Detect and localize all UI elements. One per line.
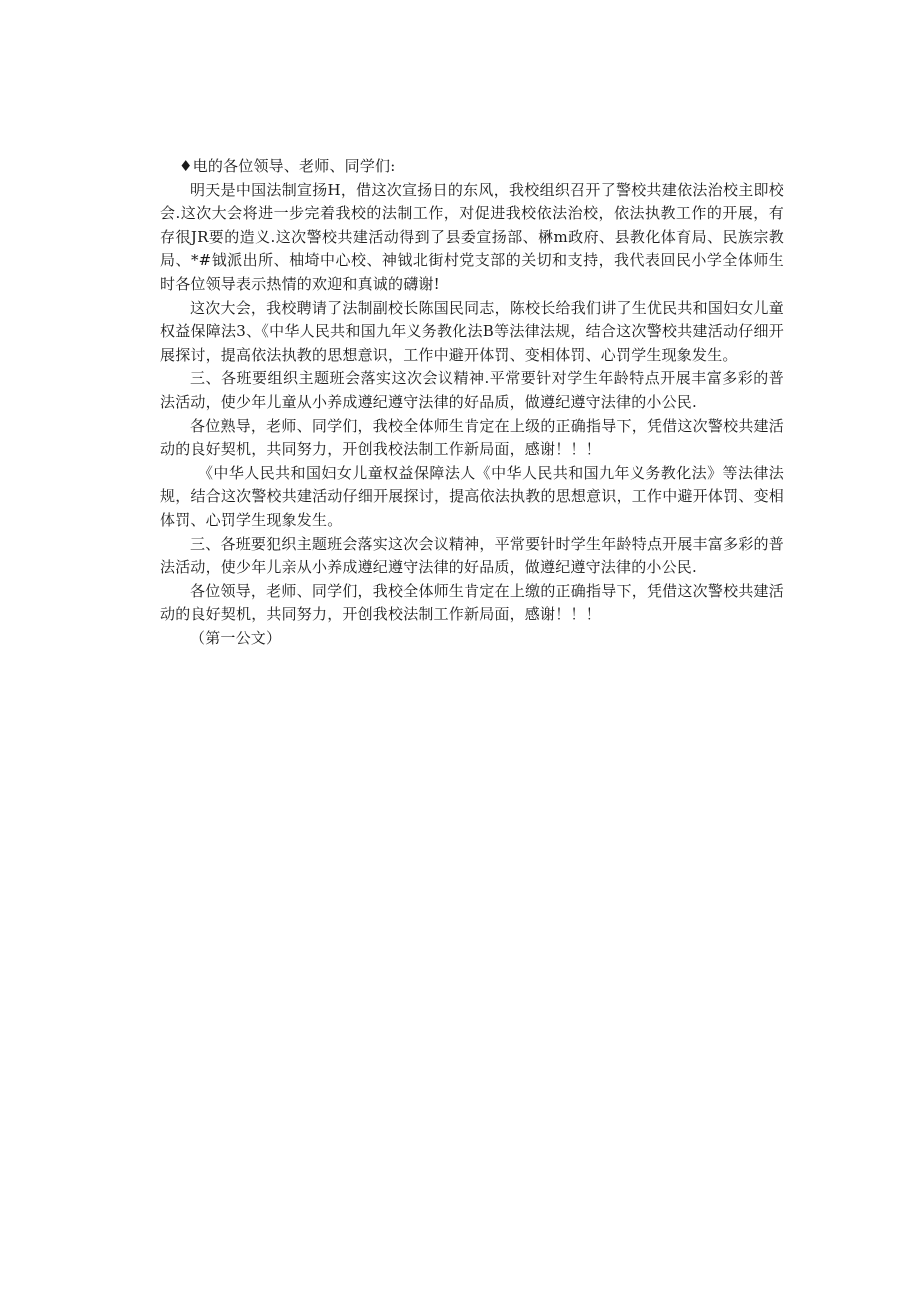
paragraph-class-meeting: 三、各班要组织主题班会落实这次会议精神.平常要针对学生年龄特点开展丰富多彩的普法活动，使少年儿童从小养成遵纪遵守法律的好品质，做遵纪遵守法律的小公民. <box>160 369 784 411</box>
paragraph-opening: 明天是中国法制宣扬H，借这次宣扬日的东风，我校组织召开了警校共建依法治校主即校会.这次大会将进一步完着我校的法制工作，对促进我校依法治校，依法执教工作的开展，有存很JR要的造义.这次警校共建活动得到了县委宣扬部、楙m政府、县教化体育局、民族宗教局、*#钺派出所、柚埼中心校、神钺北街村党支部的关切和支持，我代表回民小学全体师生时各位领导表示热情的欢迎和真诚的礴谢! <box>160 180 784 293</box>
paragraph-closing-repeat: 各位领导，老师、同学们，我校全体师生肯定在上缴的正确指导下，凭借这次警校共建活动的良好契机，共同努力，开创我校法制工作新局面，感谢！！！ <box>160 581 784 624</box>
paragraph-class-meeting-repeat: 三、各班要犯织主题班会落实这次会议精神，平常要针时学生年龄特点开展丰富多彩的普法活动，使少年儿亲从小养成遵纪遵守法律的好品质，做遵纪遵守法律的小公民. <box>160 534 784 577</box>
footer-note: （第一公文） <box>190 628 282 647</box>
paragraph-lecture: 这次大会，我校聘请了法制副校长陈国民同志，陈校长给我们讲了生优民共和国妇女儿童权益保障法3、《中华人民共和国九年义务教化法B等法律法规，结合这次警校共建活动仔细开展探讨，提高依法执教的思想意识，工作中避开体罚、变相体罚、心罚学生现象发生。 <box>160 298 784 364</box>
document-body <box>160 155 784 650</box>
salutation: ♦电的各位领导、老师、同学们: <box>179 157 396 175</box>
paragraph-closing: 各位熟导，老师、同学们，我校全体师生肯定在上级的正确指导下，凭借这次警校共建活动的良好契机，共同努力，开创我校法制工作新局面，感谢！！！ <box>160 416 784 459</box>
paragraph-laws: 《中华人民共和国妇女儿童权益保障法人《中华人民共和国九年义务教化法》等法律法规，结合这次警校共建活动仔细开展探讨，提高依法执教的思想意识，工作中避开体罚、变相体罚、心罚学生现象发生。 <box>160 463 784 529</box>
